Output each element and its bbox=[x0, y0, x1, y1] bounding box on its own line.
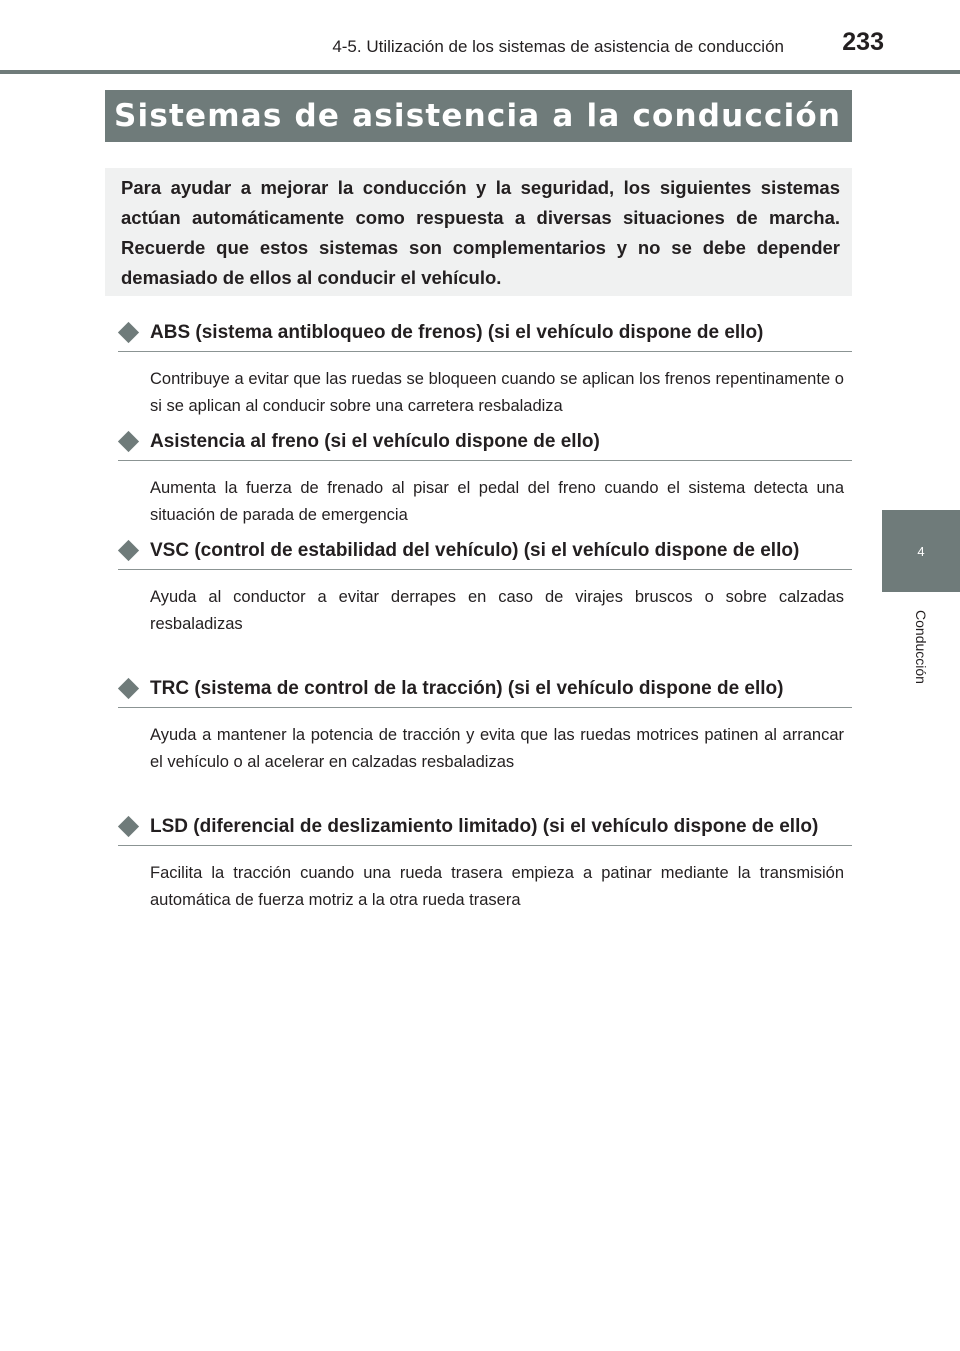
page-title: Sistemas de asistencia a la conducción bbox=[105, 90, 852, 142]
list-item-brake-assist bbox=[118, 427, 852, 529]
chapter-tab bbox=[882, 510, 960, 592]
diamond-icon bbox=[118, 322, 139, 343]
item-description: Facilita la tracción cuando una rueda trasera empieza a patinar mediante la transmisión automática de fuerza motriz a la otra rueda trasera bbox=[150, 864, 844, 909]
list-item-abs bbox=[118, 318, 852, 420]
item-description: Ayuda a mantener la potencia de tracción y evita que las ruedas motrices patinen al arrancar el vehículo o al acelerar en calzadas resbaladizas bbox=[150, 726, 844, 771]
item-heading bbox=[118, 536, 852, 570]
chapter-number: 4 bbox=[917, 543, 925, 559]
diamond-icon bbox=[118, 816, 139, 837]
item-heading bbox=[118, 812, 852, 846]
item-heading bbox=[118, 318, 852, 352]
item-heading-text: VSC (control de estabilidad del vehículo) (si el vehículo dispone de ello) bbox=[150, 540, 800, 561]
diamond-icon bbox=[118, 540, 139, 561]
item-heading-text: Asistencia al freno (si el vehículo dispone de ello) bbox=[150, 431, 600, 452]
intro-box bbox=[105, 168, 852, 296]
list-item-lsd bbox=[118, 812, 852, 914]
item-description: Ayuda al conductor a evitar derrapes en caso de virajes bruscos o sobre calzadas resbaladizas bbox=[150, 588, 844, 633]
header-rule bbox=[0, 70, 960, 74]
item-heading-text: TRC (sistema de control de la tracción) (si el vehículo dispone de ello) bbox=[150, 678, 784, 699]
item-heading bbox=[118, 674, 852, 708]
header-section-title: 4-5. Utilización de los sistemas de asistencia de conducción bbox=[332, 37, 784, 56]
diamond-icon bbox=[118, 431, 139, 452]
item-description: Contribuye a evitar que las ruedas se bloqueen cuando se aplican los frenos repentinamente o si se aplican al conducir sobre una carretera resbaladiza bbox=[150, 370, 844, 415]
diamond-icon bbox=[118, 678, 139, 699]
intro-text: Para ayudar a mejorar la conducción y la seguridad, los siguientes sistemas actúan automáticamente como respuesta a diversas situaciones de marcha. Recuerde que estos sistemas son complementarios y no se debe depender demasiado de ellos al conducir el vehículo. bbox=[121, 177, 840, 288]
item-heading bbox=[118, 427, 852, 461]
item-description: Aumenta la fuerza de frenado al pisar el pedal del freno cuando el sistema detecta una situación de parada de emergencia bbox=[150, 479, 844, 524]
item-heading-text: LSD (diferencial de deslizamiento limitado) (si el vehículo dispone de ello) bbox=[150, 816, 819, 837]
page-number: 233 bbox=[842, 28, 884, 56]
item-heading-text: ABS (sistema antibloqueo de frenos) (si el vehículo dispone de ello) bbox=[150, 322, 764, 343]
list-item-trc bbox=[118, 674, 852, 776]
list-item-vsc bbox=[118, 536, 852, 638]
chapter-label: Conducción bbox=[913, 610, 929, 684]
chapter-label-container bbox=[882, 592, 960, 702]
